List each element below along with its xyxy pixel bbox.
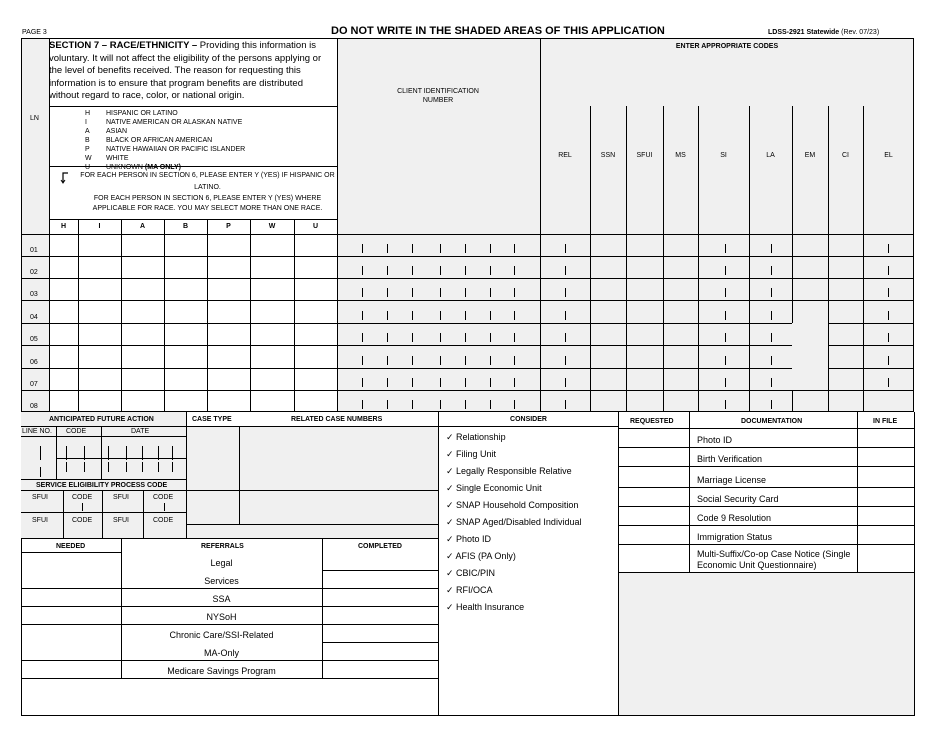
- rule-line: [21, 426, 439, 427]
- line-no-label: LINE NO.: [22, 428, 52, 435]
- digit-separator: [465, 311, 466, 320]
- code-label: CODE: [153, 517, 174, 524]
- digit-separator: [514, 244, 515, 253]
- race-entry-cell[interactable]: [251, 324, 294, 345]
- race-entry-cell[interactable]: [122, 346, 164, 368]
- digit-separator: [514, 266, 515, 275]
- digit-separator: [440, 333, 441, 342]
- digit-separator: [888, 244, 889, 253]
- race-entry-cell[interactable]: [295, 257, 337, 278]
- digit-separator: [412, 400, 413, 409]
- digit-separator: [440, 288, 441, 297]
- page-number: PAGE 3: [22, 29, 47, 36]
- code-column-header: EL: [884, 152, 893, 159]
- digit-separator: [362, 378, 363, 387]
- digit-separator: [387, 244, 388, 253]
- digit-separator: [465, 333, 466, 342]
- race-entry-cell[interactable]: [208, 301, 250, 323]
- documentation-item: Marriage License: [697, 475, 767, 485]
- digit-separator: [412, 311, 413, 320]
- rule-line: [21, 552, 122, 553]
- digit-separator: [490, 244, 491, 253]
- race-entry-cell[interactable]: [251, 369, 294, 390]
- code-column-header: MS: [675, 152, 686, 159]
- race-entry-cell[interactable]: [208, 369, 250, 390]
- race-entry-cell[interactable]: [295, 235, 337, 256]
- rule-line: [857, 412, 858, 572]
- code-column-header: EM: [804, 152, 816, 159]
- race-entry-cell[interactable]: [208, 235, 250, 256]
- rule-line: [21, 606, 439, 607]
- line-number: 02: [30, 269, 38, 276]
- arrow-down-left-icon: [60, 171, 70, 189]
- digit-separator: [514, 333, 515, 342]
- service-elig-title: SERVICE ELIGIBILITY PROCESS CODE: [36, 482, 168, 489]
- consider-item: ✓ Legally Responsible Relative: [446, 466, 572, 476]
- digit-separator: [387, 333, 388, 342]
- digit-separator: [387, 311, 388, 320]
- documentation-item: Code 9 Resolution: [697, 513, 772, 523]
- sfui-label: SFUI: [32, 517, 48, 524]
- code-row: P NATIVE HAWAIIAN OR PACIFIC ISLANDER: [85, 146, 246, 153]
- digit-separator: [387, 266, 388, 275]
- race-entry-cell[interactable]: [50, 257, 78, 278]
- rule-line: [143, 490, 144, 538]
- referral-item: Services: [204, 576, 239, 586]
- code-label: CODE: [72, 494, 93, 501]
- consider-item: ✓ CBIC/PIN: [446, 568, 496, 578]
- race-entry-cell[interactable]: [208, 324, 250, 345]
- race-entry-cell[interactable]: [79, 301, 121, 323]
- race-code-list: [85, 109, 335, 172]
- digit-separator: [387, 400, 388, 409]
- rule-line: [322, 570, 439, 571]
- rule-line: [21, 678, 439, 679]
- digit-separator: [465, 400, 466, 409]
- race-entry-cell[interactable]: [295, 301, 337, 323]
- line-number: 03: [30, 291, 38, 298]
- digit-separator: [465, 356, 466, 365]
- race-entry-cell[interactable]: [165, 346, 207, 368]
- digit-separator: [440, 378, 441, 387]
- referral-item: Legal: [210, 558, 233, 568]
- rule-line: [239, 426, 240, 525]
- race-entry-cell[interactable]: [50, 301, 78, 323]
- referral-item: SSA: [212, 594, 231, 604]
- code-label: CODE: [66, 428, 87, 435]
- race-column-header: H: [60, 223, 67, 230]
- consider-item: ✓ Single Economic Unit: [446, 483, 542, 493]
- digit-separator: [440, 311, 441, 320]
- digit-separator: [888, 311, 889, 320]
- section7-intro: [49, 40, 331, 103]
- code-row: H HISPANIC OR LATINO: [85, 110, 178, 117]
- race-entry-cell[interactable]: [251, 391, 294, 412]
- digit-separator: [565, 400, 566, 409]
- rule-line: [337, 38, 338, 412]
- race-entry-cell[interactable]: [295, 369, 337, 390]
- race-entry-cell[interactable]: [122, 301, 164, 323]
- race-column-header: A: [139, 223, 146, 230]
- code-label: CODE: [72, 517, 93, 524]
- codes-header: ENTER APPROPRIATE CODES: [675, 43, 779, 50]
- rule-line: [21, 660, 439, 661]
- race-entry-cell[interactable]: [79, 235, 121, 256]
- digit-separator: [888, 378, 889, 387]
- digit-separator: [412, 244, 413, 253]
- digit-separator: [440, 266, 441, 275]
- race-entry-cell[interactable]: [165, 391, 207, 412]
- digit-separator: [725, 378, 726, 387]
- requested-label: REQUESTED: [630, 418, 674, 425]
- race-entry-cell[interactable]: [79, 369, 121, 390]
- race-entry-cell[interactable]: [122, 369, 164, 390]
- rule-line: [540, 38, 541, 412]
- code-column-header: SFUI: [636, 152, 653, 159]
- needed-label: NEEDED: [56, 543, 86, 550]
- consider-item: ✓ AFIS (PA Only): [446, 551, 516, 561]
- rule-line: [63, 490, 64, 538]
- digit-separator: [387, 288, 388, 297]
- consider-item: ✓ Photo ID: [446, 534, 492, 544]
- race-entry-cell[interactable]: [165, 257, 207, 278]
- code-column-header: LA: [766, 152, 775, 159]
- completed-label: COMPLETED: [358, 543, 402, 550]
- referral-item: Medicare Savings Program: [167, 666, 276, 676]
- digit-separator: [771, 288, 772, 297]
- race-entry-cell[interactable]: [50, 391, 78, 412]
- digit-separator: [362, 266, 363, 275]
- line-number: 06: [30, 359, 38, 366]
- section7-title: SECTION 7 – RACE/ETHNICITY –: [49, 40, 198, 51]
- digit-separator: [362, 288, 363, 297]
- line-number: 08: [30, 403, 38, 410]
- rule-line: [21, 588, 439, 589]
- digit-separator: [888, 356, 889, 365]
- race-entry-cell[interactable]: [50, 324, 78, 345]
- digit-separator: [158, 462, 159, 472]
- code-row: U UNKNOWN (MA ONLY): [85, 164, 181, 171]
- rule-line: [619, 428, 915, 429]
- rule-line: [619, 466, 915, 467]
- consider-header-line: [438, 426, 619, 427]
- future-action-title: ANTICIPATED FUTURE ACTION: [49, 416, 154, 423]
- consider-item: ✓ SNAP Household Composition: [446, 500, 579, 510]
- line-number: 04: [30, 314, 38, 321]
- digit-separator: [40, 467, 41, 477]
- rule-line: [322, 642, 439, 643]
- race-entry-cell[interactable]: [208, 279, 250, 300]
- digit-separator: [725, 333, 726, 342]
- digit-separator: [771, 378, 772, 387]
- race-entry-cell[interactable]: [50, 279, 78, 300]
- digit-separator: [725, 244, 726, 253]
- code-row: A ASIAN: [85, 128, 128, 135]
- client-id-label: CLIENT IDENTIFICATION NUMBER: [397, 88, 479, 104]
- race-entry-cell[interactable]: [295, 279, 337, 300]
- race-entry-cell[interactable]: [79, 279, 121, 300]
- digit-separator: [514, 378, 515, 387]
- digit-separator: [362, 311, 363, 320]
- digit-separator: [84, 462, 85, 472]
- race-entry-cell[interactable]: [295, 324, 337, 345]
- line-number: 05: [30, 336, 38, 343]
- digit-separator: [387, 378, 388, 387]
- digit-separator: [465, 266, 466, 275]
- digit-separator: [412, 288, 413, 297]
- race-entry-cell[interactable]: [251, 257, 294, 278]
- race-entry-cell[interactable]: [251, 346, 294, 368]
- race-entry-cell[interactable]: [79, 391, 121, 412]
- rule-line: [619, 572, 915, 573]
- digit-separator: [725, 356, 726, 365]
- race-entry-cell[interactable]: [295, 391, 337, 412]
- form-number: LDSS-2921 Statewide: [768, 29, 840, 36]
- digit-separator: [172, 462, 173, 472]
- race-entry-cell[interactable]: [165, 235, 207, 256]
- rule-line: [56, 426, 57, 479]
- digit-separator: [888, 266, 889, 275]
- referrals-title: REFERRALS: [201, 543, 244, 550]
- documentation-item: Social Security Card: [697, 494, 779, 504]
- case-type-label: CASE TYPE: [192, 416, 232, 423]
- race-entry-cell[interactable]: [165, 324, 207, 345]
- date-label: DATE: [131, 428, 150, 435]
- consider-item: ✓ Relationship: [446, 432, 506, 442]
- digit-separator: [164, 503, 165, 511]
- digit-separator: [465, 244, 466, 253]
- race-entry-cell[interactable]: [251, 301, 294, 323]
- rule-line: [21, 624, 439, 625]
- code-column-header: REL: [558, 152, 572, 159]
- digit-separator: [565, 356, 566, 365]
- case-type-shade: [186, 426, 438, 538]
- ln-label: LN: [30, 115, 39, 122]
- race-entry-cell[interactable]: [165, 279, 207, 300]
- race-entry-cell[interactable]: [50, 369, 78, 390]
- digit-separator: [490, 266, 491, 275]
- digit-separator: [412, 333, 413, 342]
- rule-line: [21, 479, 186, 480]
- form-id: [768, 28, 879, 37]
- digit-separator: [490, 288, 491, 297]
- digit-separator: [387, 356, 388, 365]
- race-entry-cell[interactable]: [251, 235, 294, 256]
- digit-separator: [771, 244, 772, 253]
- digit-separator: [565, 311, 566, 320]
- consider-item: ✓ Health Insurance: [446, 602, 525, 612]
- digit-separator: [362, 244, 363, 253]
- race-entry-cell[interactable]: [295, 346, 337, 368]
- related-cases-label: RELATED CASE NUMBERS: [291, 416, 383, 423]
- code-label: CODE: [153, 494, 174, 501]
- race-entry-cell[interactable]: [208, 391, 250, 412]
- code-column-header: CI: [842, 152, 849, 159]
- rule-line: [619, 544, 915, 545]
- code-column-header: SI: [720, 152, 727, 159]
- digit-separator: [490, 400, 491, 409]
- code-row: B BLACK OR AFRICAN AMERICAN: [85, 137, 213, 144]
- race-column-header: U: [312, 223, 319, 230]
- digit-separator: [362, 400, 363, 409]
- documentation-item: Immigration Status: [697, 532, 773, 542]
- hispanic-instruction: FOR EACH PERSON IN SECTION 6, PLEASE ENTER Y (YES) IF HISPANIC OR LATINO.: [80, 172, 335, 191]
- rule-line: [186, 490, 439, 491]
- rule-line: [186, 412, 187, 538]
- section7-body: Providing this information is voluntary. It will not affect the eligibility of the persons applying or the level of benefits received. The reason for requesting this information is to ensure that program benefits are distributed without regard to race, color, or national origin.: [49, 40, 322, 101]
- sfui-label: SFUI: [113, 517, 129, 524]
- rule-line: [322, 538, 323, 678]
- rule-line: [21, 538, 439, 539]
- race-entry-cell[interactable]: [122, 257, 164, 278]
- digit-separator: [725, 266, 726, 275]
- code-row: I NATIVE AMERICAN OR ALASKAN NATIVE: [85, 119, 243, 126]
- code-column-header: SSN: [600, 152, 616, 159]
- race-entry-cell[interactable]: [122, 324, 164, 345]
- race-column-header: W: [268, 223, 276, 230]
- consider-item: ✓ RFI/OCA: [446, 585, 493, 595]
- form-revision: (Rev. 07/23): [841, 29, 880, 36]
- rule-line: [21, 490, 186, 491]
- rule-line: [689, 412, 690, 572]
- digit-separator: [142, 462, 143, 472]
- race-entry-cell[interactable]: [165, 369, 207, 390]
- race-entry-cell[interactable]: [79, 257, 121, 278]
- race-entry-cell[interactable]: [122, 279, 164, 300]
- digit-separator: [412, 356, 413, 365]
- code-row: W WHITE: [85, 155, 129, 162]
- digit-separator: [888, 333, 889, 342]
- documentation-item: Multi-Suffix/Co-op Case Notice (Single Economic Unit Questionnaire): [697, 549, 851, 570]
- digit-separator: [440, 244, 441, 253]
- rule-line: [21, 436, 186, 437]
- digit-separator: [82, 503, 83, 511]
- digit-separator: [490, 378, 491, 387]
- rule-line: [56, 458, 186, 459]
- digit-separator: [126, 462, 127, 472]
- page-title: DO NOT WRITE IN THE SHADED AREAS OF THIS APPLICATION: [331, 25, 665, 37]
- rule-line: [619, 447, 915, 448]
- race-entry-cell[interactable]: [251, 279, 294, 300]
- race-entry-cell[interactable]: [79, 324, 121, 345]
- digit-separator: [771, 311, 772, 320]
- in-file-label: IN FILE: [873, 418, 898, 425]
- race-column-header: I: [98, 223, 101, 230]
- rule-line: [619, 506, 915, 507]
- digit-separator: [465, 288, 466, 297]
- digit-separator: [108, 462, 109, 472]
- digit-separator: [565, 378, 566, 387]
- race-entry-cell[interactable]: [79, 346, 121, 368]
- referral-item: NYSoH: [206, 612, 237, 622]
- sfui-label: SFUI: [113, 494, 129, 501]
- digit-separator: [565, 288, 566, 297]
- digit-separator: [514, 288, 515, 297]
- digit-separator: [565, 266, 566, 275]
- digit-separator: [771, 400, 772, 409]
- sfui-label: SFUI: [32, 494, 48, 501]
- digit-separator: [66, 462, 67, 472]
- race-column-header: B: [182, 223, 189, 230]
- digit-separator: [490, 333, 491, 342]
- digit-separator: [771, 266, 772, 275]
- digit-separator: [40, 446, 41, 460]
- digit-separator: [465, 378, 466, 387]
- line-number: 01: [30, 247, 38, 254]
- race-entry-cell[interactable]: [50, 235, 78, 256]
- race-column-header: P: [226, 223, 231, 230]
- rule-line: [186, 524, 439, 525]
- documentation-item: Photo ID: [697, 435, 733, 445]
- rule-line: [619, 487, 915, 488]
- consider-title: CONSIDER: [510, 416, 547, 423]
- documentation-item: Birth Verification: [697, 454, 763, 464]
- digit-separator: [490, 311, 491, 320]
- race-instruction: FOR EACH PERSON IN SECTION 6, PLEASE ENTER Y (YES) WHERE APPLICABLE FOR RACE. YOU MAY SELECT MORE THAN ONE RACE.: [92, 195, 323, 212]
- race-entry-cell[interactable]: [208, 257, 250, 278]
- digit-separator: [888, 288, 889, 297]
- documentation-title: DOCUMENTATION: [741, 418, 803, 425]
- race-entry-cell[interactable]: [122, 391, 164, 412]
- line-number: 07: [30, 381, 38, 388]
- race-entry-cell[interactable]: [208, 346, 250, 368]
- referral-item: MA-Only: [203, 648, 239, 658]
- digit-separator: [725, 288, 726, 297]
- digit-separator: [771, 356, 772, 365]
- digit-separator: [440, 400, 441, 409]
- digit-separator: [565, 333, 566, 342]
- digit-separator: [725, 400, 726, 409]
- digit-separator: [514, 400, 515, 409]
- digit-separator: [490, 356, 491, 365]
- rule-line: [49, 106, 337, 107]
- digit-separator: [514, 356, 515, 365]
- race-entry-cell[interactable]: [50, 346, 78, 368]
- digit-separator: [771, 333, 772, 342]
- digit-separator: [412, 378, 413, 387]
- digit-separator: [362, 333, 363, 342]
- race-entry-cell[interactable]: [165, 301, 207, 323]
- digit-separator: [514, 311, 515, 320]
- referral-item: Chronic Care/SSI-Related: [169, 630, 274, 640]
- digit-separator: [440, 356, 441, 365]
- rule-line: [102, 490, 103, 538]
- consider-item: ✓ Filing Unit: [446, 449, 497, 459]
- em-shaded-cell: [792, 323, 828, 390]
- digit-separator: [725, 311, 726, 320]
- rule-line: [619, 525, 915, 526]
- digit-separator: [412, 266, 413, 275]
- digit-separator: [362, 356, 363, 365]
- rule-line: [21, 512, 186, 513]
- consider-item: ✓ SNAP Aged/Disabled Individual: [446, 517, 582, 527]
- race-entry-cell[interactable]: [122, 235, 164, 256]
- rule-line: [101, 426, 102, 479]
- digit-separator: [565, 244, 566, 253]
- rule-line: [49, 166, 337, 167]
